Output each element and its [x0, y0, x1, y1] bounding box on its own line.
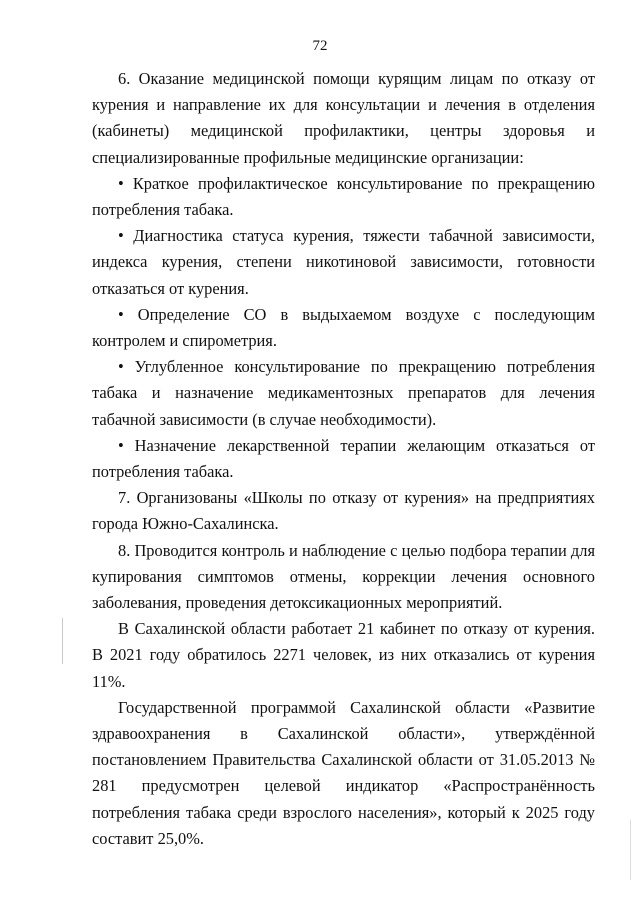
- document-body: [92, 66, 595, 852]
- bullet-drug-therapy: • Назначение лекарственной терапии желающим отказаться от потребления табака.: [92, 435, 595, 482]
- bullet-brief-counseling: • Краткое профилактическое консультирование по прекращению потребления табака.: [92, 173, 595, 220]
- bullet-in-depth-counseling: • Углубленное консультирование по прекращению потребления табака и назначение медикаментозных препаратов для лечения табачной зависимости (в случае необходимости).: [92, 357, 595, 429]
- paragraph-state-program: Государственной программой Сахалинской области «Развитие здравоохранения в Сахалинской области», утверждённой постановлением Правительства Сахалинской области от 31.05.2013 № 281 предусмотрен целевой индикатор «Распространённость потребления табака среди взрослого населения», который к 2025 году составит 25,0%.: [92, 697, 595, 848]
- scan-artifact-left: [62, 618, 63, 664]
- paragraph-item-7: 7. Организованы «Школы по отказу от курения» на предприятиях города Южно-Сахалинска.: [92, 488, 595, 534]
- scan-artifact-right: [630, 820, 631, 880]
- bullet-smoking-diagnostics: • Диагностика статуса курения, тяжести табачной зависимости, индекса курения, степени никотиновой зависимости, готовности отказаться от курения.: [92, 226, 595, 298]
- paragraph-item-6: 6. Оказание медицинской помощи курящим лицам по отказу от курения и направление их для консультации и лечения в отделения (кабинеты) медицинской профилактики, центры здоровья и специализированные профильные медицинские организации:: [92, 69, 595, 167]
- paragraph-item-8: 8. Проводится контроль и наблюдение с целью подбора терапии для купирования симптомов отмены, коррекции лечения основного заболевания, проведения детоксикационных мероприятий.: [92, 540, 595, 613]
- bullet-co-measurement: • Определение СО в выдыхаемом воздухе с последующим контролем и спирометрия.: [92, 304, 595, 351]
- page-number: 72: [312, 38, 328, 54]
- paragraph-cabinets-stats: В Сахалинской области работает 21 кабинет по отказу от курения. В 2021 году обратилось 2271 человек, из них отказались от курения 11%.: [92, 619, 595, 691]
